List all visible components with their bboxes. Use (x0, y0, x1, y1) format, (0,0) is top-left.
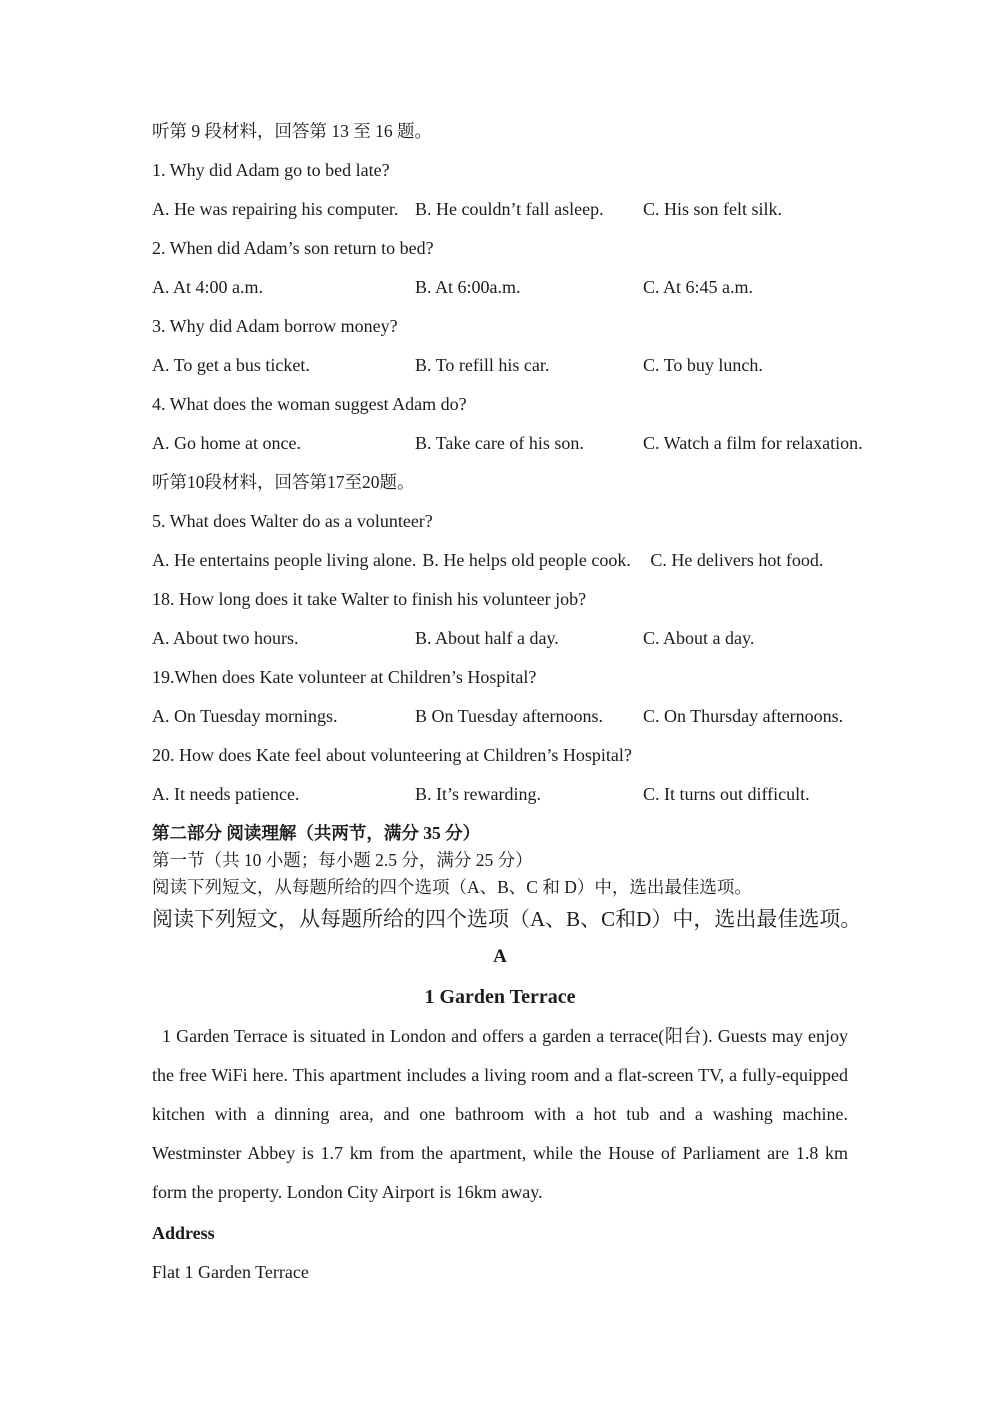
question-4-option-a: A. Go home at once. (152, 433, 301, 453)
passage-label: A (493, 946, 507, 967)
address-value: Flat 1 Garden Terrace (152, 1262, 309, 1282)
question-3-option-c: C. To buy lunch. (643, 355, 763, 375)
question-20-option-b: B. It’s rewarding. (415, 784, 541, 804)
question-1-option-c: C. His son felt silk. (643, 199, 783, 219)
reading-section-title: 第一节（共 10 小题；每小题 2.5 分，满分 25 分） (152, 850, 533, 870)
question-18-option-c: C. About a day. (643, 628, 755, 648)
question-18-options (152, 619, 848, 658)
question-2-option-b: B. At 6:00a.m. (415, 277, 521, 297)
question-5-option-b: B. He helps old people cook. (422, 550, 631, 570)
question-1-option-b: B. He couldn’t fall asleep. (415, 199, 604, 219)
question-20-option-c: C. It turns out difficult. (643, 784, 810, 804)
question-4-text: 4. What does the woman suggest Adam do? (152, 394, 467, 414)
reading-instruction: 阅读下列短文，从每题所给的四个选项（A、B、C 和 D）中，选出最佳选项。 (152, 877, 752, 897)
passage-title: 1 Garden Terrace (424, 986, 576, 1008)
question-3-options (152, 346, 848, 385)
question-19-option-c: C. On Thursday afternoons. (643, 706, 844, 726)
reading-part-title: 第二部分 阅读理解（共两节，满分 35 分） (152, 823, 481, 843)
question-19-option-a: A. On Tuesday mornings. (152, 706, 338, 726)
question-3-text: 3. Why did Adam borrow money? (152, 316, 398, 336)
question-4-options (152, 424, 863, 463)
question-4-option-c: C. Watch a film for relaxation. (643, 433, 863, 453)
listening-part10-header: 听第10段材料，回答第17至20题。 (152, 472, 415, 492)
question-20-options (152, 775, 848, 814)
question-20-text: 20. How does Kate feel about volunteering at Children’s Hospital? (152, 745, 632, 765)
question-2-option-a: A. At 4:00 a.m. (152, 277, 263, 297)
question-1-option-a: A. He was repairing his computer. (152, 199, 399, 219)
question-5-options (152, 541, 848, 580)
question-5-text: 5. What does Walter do as a volunteer? (152, 511, 433, 531)
question-3-option-a: A. To get a bus ticket. (152, 355, 310, 375)
address-label: Address (152, 1223, 215, 1243)
reading-instruction-repeat: 阅读下列短文，从每题所给的四个选项（A、B、C和D）中，选出最佳选项。 (152, 907, 862, 931)
question-19-text: 19.When does Kate volunteer at Children’s Hospital? (152, 667, 537, 687)
question-1-options (152, 190, 848, 229)
question-20-option-a: A. It needs patience. (152, 784, 300, 804)
question-2-options (152, 268, 848, 307)
question-4-option-b: B. Take care of his son. (415, 433, 584, 453)
question-1-text: 1. Why did Adam go to bed late? (152, 160, 390, 180)
question-2-option-c: C. At 6:45 a.m. (643, 277, 754, 297)
question-19-option-b: B On Tuesday afternoons. (415, 706, 603, 726)
passage-body: 1 Garden Terrace is situated in London and offers a garden a terrace(阳台). Guests may enjoy the free WiFi here. This apartment includes a living room and a flat-screen TV, a fully-equipped kitchen with a dinning area, and one bathroom with a hot tub and a washing machine. Westminster Abbey is 1.7 km from the apartment, while the House of Parliament are 1.8 km form the property. London City Airport is 16km away. (152, 1026, 848, 1202)
question-5-option-c: C. He delivers hot food. (650, 550, 824, 570)
question-19-options (152, 697, 848, 736)
question-3-option-b: B. To refill his car. (415, 355, 550, 375)
question-5-option-a: A. He entertains people living alone. (152, 550, 417, 570)
question-2-text: 2. When did Adam’s son return to bed? (152, 238, 434, 258)
question-18-option-a: A. About two hours. (152, 628, 299, 648)
listening-part9-header: 听第 9 段材料，回答第 13 至 16 题。 (152, 121, 432, 141)
question-18-text: 18. How long does it take Walter to finish his volunteer job? (152, 589, 587, 609)
question-18-option-b: B. About half a day. (415, 628, 559, 648)
